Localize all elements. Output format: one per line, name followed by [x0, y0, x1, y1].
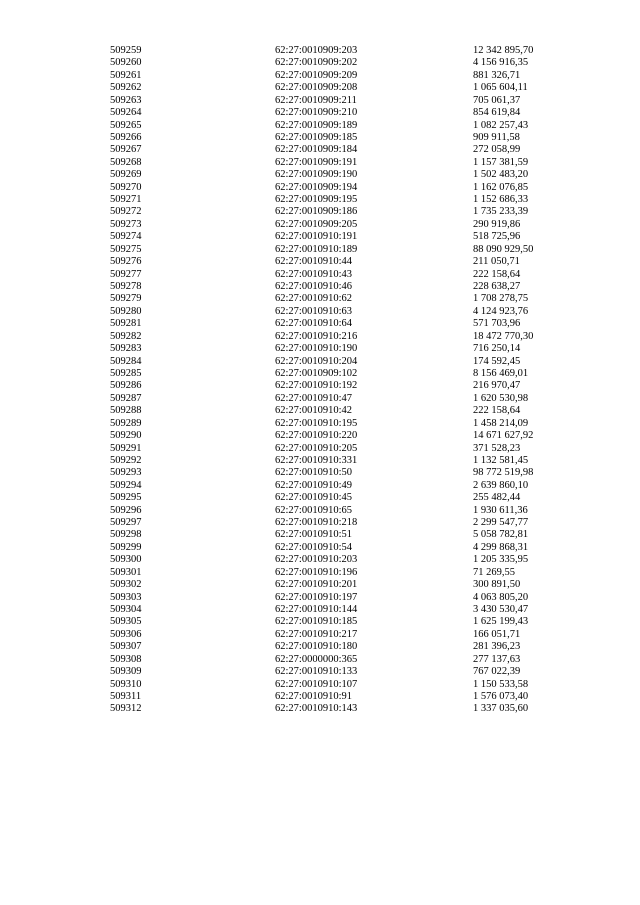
cadastral-value-cell: 1 132 581,45	[473, 454, 529, 466]
table-row	[0, 256, 640, 268]
cadastral-number-cell: 62:27:0010910:51	[275, 529, 353, 541]
cadastral-number-cell: 62:27:0010909:185	[275, 131, 358, 143]
record-number-cell: 509280	[110, 305, 142, 317]
table-row	[0, 641, 640, 653]
table-row	[0, 343, 640, 355]
table-row	[0, 703, 640, 715]
table-row	[0, 331, 640, 343]
cadastral-value-cell: 277 137,63	[473, 653, 521, 665]
cadastral-value-cell: 571 703,96	[473, 318, 521, 330]
record-number-cell: 509270	[110, 181, 142, 193]
cadastral-value-cell: 1 576 073,40	[473, 690, 529, 702]
record-number-cell: 509310	[110, 678, 142, 690]
cadastral-value-cell: 88 090 929,50	[473, 243, 534, 255]
cadastral-number-cell: 62:27:0010910:217	[275, 628, 358, 640]
cadastral-value-cell: 71 269,55	[473, 566, 515, 578]
cadastral-value-cell: 1 205 335,95	[473, 554, 529, 566]
record-number-cell: 509285	[110, 367, 142, 379]
record-number-cell: 509290	[110, 430, 142, 442]
table-row	[0, 45, 640, 57]
cadastral-value-cell: 1 930 611,36	[473, 504, 528, 516]
table-row	[0, 418, 640, 430]
record-number-cell: 509282	[110, 330, 142, 342]
cadastral-number-cell: 62:27:0010910:107	[275, 678, 358, 690]
record-number-cell: 509286	[110, 380, 142, 392]
cadastral-number-cell: 62:27:0010910:191	[275, 231, 358, 243]
cadastral-number-cell: 62:27:0010910:42	[275, 405, 353, 417]
cadastral-number-cell: 62:27:0010909:195	[275, 194, 358, 206]
table-row	[0, 517, 640, 529]
record-number-cell: 509294	[110, 479, 142, 491]
table-row	[0, 281, 640, 293]
cadastral-value-cell: 255 482,44	[473, 492, 521, 504]
cadastral-value-cell: 4 299 868,31	[473, 541, 529, 553]
cadastral-value-cell: 1 082 257,43	[473, 119, 529, 131]
cadastral-value-cell: 4 063 805,20	[473, 591, 529, 603]
table-row	[0, 318, 640, 330]
cadastral-number-cell: 62:27:0000000:365	[275, 653, 358, 665]
record-number-cell: 509307	[110, 641, 142, 653]
cadastral-number-cell: 62:27:0010909:208	[275, 82, 358, 94]
record-number-cell: 509262	[110, 82, 142, 94]
table-row	[0, 269, 640, 281]
cadastral-number-cell: 62:27:0010910:91	[275, 690, 353, 702]
table-row	[0, 306, 640, 318]
record-number-cell: 509267	[110, 144, 142, 156]
record-number-cell: 509264	[110, 107, 142, 119]
record-number-cell: 509309	[110, 666, 142, 678]
table-row	[0, 629, 640, 641]
record-number-cell: 509260	[110, 57, 142, 69]
record-number-cell: 509259	[110, 45, 142, 56]
cadastral-number-cell: 62:27:0010910:47	[275, 392, 353, 404]
table-row	[0, 604, 640, 616]
cadastral-value-cell: 222 158,64	[473, 405, 521, 417]
cadastral-value-cell: 18 472 770,30	[473, 330, 534, 342]
cadastral-value-cell: 1 625 199,43	[473, 616, 529, 628]
table-row	[0, 57, 640, 69]
cadastral-value-cell: 1 502 483,20	[473, 169, 529, 181]
cadastral-number-cell: 62:27:0010910:49	[275, 479, 353, 491]
cadastral-number-cell: 62:27:0010910:44	[275, 256, 353, 268]
cadastral-value-cell: 1 065 604,11	[473, 82, 528, 94]
cadastral-value-cell: 1 735 233,39	[473, 206, 529, 218]
record-number-cell: 509308	[110, 653, 142, 665]
table-row	[0, 654, 640, 666]
cadastral-value-cell: 1 620 530,98	[473, 392, 529, 404]
cadastral-number-cell: 62:27:0010910:205	[275, 442, 358, 454]
record-number-cell: 509279	[110, 293, 142, 305]
record-number-cell: 509299	[110, 541, 142, 553]
cadastral-value-cell: 4 156 916,35	[473, 57, 529, 69]
cadastral-number-cell: 62:27:0010910:143	[275, 703, 358, 715]
cadastral-value-cell: 909 911,58	[473, 131, 520, 143]
cadastral-number-cell: 62:27:0010909:210	[275, 107, 358, 119]
cadastral-value-cell: 767 022,39	[473, 666, 521, 678]
cadastral-value-cell: 8 156 469,01	[473, 367, 529, 379]
cadastral-value-cell: 222 158,64	[473, 268, 521, 280]
table-row	[0, 231, 640, 243]
record-number-cell: 509283	[110, 343, 142, 355]
table-row	[0, 380, 640, 392]
table-row	[0, 505, 640, 517]
cadastral-value-cell: 211 050,71	[473, 256, 520, 268]
table-row	[0, 480, 640, 492]
table-row	[0, 554, 640, 566]
table-row	[0, 430, 640, 442]
record-number-cell: 509291	[110, 442, 142, 454]
cadastral-value-cell: 1 337 035,60	[473, 703, 529, 715]
table-row	[0, 529, 640, 541]
record-number-cell: 509275	[110, 243, 142, 255]
cadastral-value-cell: 1 458 214,09	[473, 417, 529, 429]
record-number-cell: 509263	[110, 94, 142, 106]
table-row	[0, 467, 640, 479]
record-number-cell: 509295	[110, 492, 142, 504]
record-number-cell: 509311	[110, 690, 142, 702]
record-number-cell: 509278	[110, 281, 142, 293]
record-number-cell: 509287	[110, 392, 142, 404]
cadastral-number-cell: 62:27:0010910:218	[275, 517, 358, 529]
cadastral-number-cell: 62:27:0010910:201	[275, 579, 358, 591]
cadastral-number-cell: 62:27:0010910:65	[275, 504, 353, 516]
table-row	[0, 120, 640, 132]
record-number-cell: 509312	[110, 703, 142, 715]
cadastral-value-cell: 290 919,86	[473, 218, 521, 230]
cadastral-value-cell: 216 970,47	[473, 380, 521, 392]
record-number-cell: 509276	[110, 256, 142, 268]
table-row	[0, 82, 640, 94]
cadastral-number-cell: 62:27:0010909:203	[275, 45, 358, 56]
cadastral-value-cell: 1 152 686,33	[473, 194, 529, 206]
table-row	[0, 107, 640, 119]
cadastral-value-cell: 1 150 533,58	[473, 678, 529, 690]
cadastral-number-cell: 62:27:0010909:205	[275, 218, 358, 230]
table-row	[0, 219, 640, 231]
cadastral-number-cell: 62:27:0010910:46	[275, 281, 353, 293]
table-row	[0, 455, 640, 467]
record-number-cell: 509296	[110, 504, 142, 516]
cadastral-number-cell: 62:27:0010909:190	[275, 169, 358, 181]
table-row	[0, 592, 640, 604]
cadastral-number-cell: 62:27:0010909:209	[275, 69, 358, 81]
cadastral-value-cell: 98 772 519,98	[473, 467, 534, 479]
cadastral-value-cell: 371 528,23	[473, 442, 521, 454]
cadastral-number-cell: 62:27:0010909:202	[275, 57, 358, 69]
cadastral-value-cell: 4 124 923,76	[473, 305, 529, 317]
table-row	[0, 393, 640, 405]
table-row	[0, 206, 640, 218]
cadastral-number-cell: 62:27:0010910:190	[275, 343, 358, 355]
record-number-cell: 509265	[110, 119, 142, 131]
cadastral-value-cell: 281 396,23	[473, 641, 521, 653]
cadastral-value-cell: 2 299 547,77	[473, 517, 529, 529]
cadastral-value-cell: 5 058 782,81	[473, 529, 529, 541]
record-number-cell: 509266	[110, 131, 142, 143]
record-number-cell: 509277	[110, 268, 142, 280]
cadastral-number-cell: 62:27:0010910:195	[275, 417, 358, 429]
table-row	[0, 567, 640, 579]
cadastral-number-cell: 62:27:0010910:203	[275, 554, 358, 566]
record-number-cell: 509301	[110, 566, 142, 578]
cadastral-value-cell: 2 639 860,10	[473, 479, 529, 491]
table-row	[0, 144, 640, 156]
record-number-cell: 509269	[110, 169, 142, 181]
cadastral-number-cell: 62:27:0010910:196	[275, 566, 358, 578]
data-table	[0, 45, 640, 716]
cadastral-number-cell: 62:27:0010910:204	[275, 355, 358, 367]
record-number-cell: 509273	[110, 218, 142, 230]
table-row	[0, 542, 640, 554]
table-row	[0, 70, 640, 82]
record-number-cell: 509306	[110, 628, 142, 640]
cadastral-number-cell: 62:27:0010910:62	[275, 293, 353, 305]
record-number-cell: 509300	[110, 554, 142, 566]
cadastral-number-cell: 62:27:0010910:133	[275, 666, 358, 678]
record-number-cell: 509293	[110, 467, 142, 479]
table-row	[0, 616, 640, 628]
cadastral-value-cell: 174 592,45	[473, 355, 521, 367]
record-number-cell: 509297	[110, 517, 142, 529]
table-row	[0, 691, 640, 703]
cadastral-number-cell: 62:27:0010910:45	[275, 492, 353, 504]
table-row	[0, 679, 640, 691]
table-row	[0, 492, 640, 504]
record-number-cell: 509304	[110, 603, 142, 615]
cadastral-number-cell: 62:27:0010909:186	[275, 206, 358, 218]
cadastral-value-cell: 12 342 895,70	[473, 45, 534, 56]
record-number-cell: 509298	[110, 529, 142, 541]
cadastral-value-cell: 518 725,96	[473, 231, 521, 243]
table-row	[0, 95, 640, 107]
cadastral-value-cell: 1 708 278,75	[473, 293, 529, 305]
cadastral-number-cell: 62:27:0010910:144	[275, 603, 358, 615]
cadastral-number-cell: 62:27:0010910:192	[275, 380, 358, 392]
record-number-cell: 509274	[110, 231, 142, 243]
table-row	[0, 356, 640, 368]
cadastral-number-cell: 62:27:0010910:197	[275, 591, 358, 603]
cadastral-value-cell: 881 326,71	[473, 69, 521, 81]
cadastral-value-cell: 705 061,37	[473, 94, 521, 106]
table-row	[0, 293, 640, 305]
record-number-cell: 509288	[110, 405, 142, 417]
record-number-cell: 509281	[110, 318, 142, 330]
cadastral-value-cell: 300 891,50	[473, 579, 521, 591]
cadastral-number-cell: 62:27:0010909:102	[275, 367, 358, 379]
cadastral-number-cell: 62:27:0010910:180	[275, 641, 358, 653]
table-row	[0, 405, 640, 417]
cadastral-number-cell: 62:27:0010910:43	[275, 268, 353, 280]
record-number-cell: 509284	[110, 355, 142, 367]
cadastral-value-cell: 854 619,84	[473, 107, 521, 119]
cadastral-number-cell: 62:27:0010909:194	[275, 181, 358, 193]
cadastral-value-cell: 3 430 530,47	[473, 603, 529, 615]
record-number-cell: 509302	[110, 579, 142, 591]
cadastral-number-cell: 62:27:0010910:189	[275, 243, 358, 255]
table-row	[0, 169, 640, 181]
cadastral-number-cell: 62:27:0010910:50	[275, 467, 353, 479]
record-number-cell: 509272	[110, 206, 142, 218]
cadastral-number-cell: 62:27:0010909:191	[275, 156, 358, 168]
cadastral-value-cell: 272 058,99	[473, 144, 521, 156]
cadastral-value-cell: 166 051,71	[473, 628, 521, 640]
cadastral-number-cell: 62:27:0010910:54	[275, 541, 353, 553]
table-row	[0, 579, 640, 591]
table-row	[0, 443, 640, 455]
table-row	[0, 244, 640, 256]
record-number-cell: 509303	[110, 591, 142, 603]
record-number-cell: 509305	[110, 616, 142, 628]
table-row	[0, 157, 640, 169]
record-number-cell: 509292	[110, 454, 142, 466]
record-number-cell: 509268	[110, 156, 142, 168]
cadastral-value-cell: 716 250,14	[473, 343, 521, 355]
cadastral-number-cell: 62:27:0010909:189	[275, 119, 358, 131]
cadastral-number-cell: 62:27:0010909:211	[275, 94, 357, 106]
record-number-cell: 509289	[110, 417, 142, 429]
cadastral-number-cell: 62:27:0010910:185	[275, 616, 358, 628]
cadastral-number-cell: 62:27:0010910:64	[275, 318, 353, 330]
cadastral-value-cell: 1 157 381,59	[473, 156, 529, 168]
cadastral-value-cell: 228 638,27	[473, 281, 521, 293]
cadastral-number-cell: 62:27:0010910:216	[275, 330, 358, 342]
table-row	[0, 666, 640, 678]
cadastral-value-cell: 14 671 627,92	[473, 430, 534, 442]
table-row	[0, 368, 640, 380]
cadastral-value-cell: 1 162 076,85	[473, 181, 529, 193]
record-number-cell: 509271	[110, 194, 142, 206]
cadastral-number-cell: 62:27:0010909:184	[275, 144, 358, 156]
cadastral-number-cell: 62:27:0010910:220	[275, 430, 358, 442]
table-row	[0, 182, 640, 194]
cadastral-number-cell: 62:27:0010910:63	[275, 305, 353, 317]
table-row	[0, 132, 640, 144]
record-number-cell: 509261	[110, 69, 142, 81]
table-row	[0, 194, 640, 206]
cadastral-number-cell: 62:27:0010910:331	[275, 454, 358, 466]
